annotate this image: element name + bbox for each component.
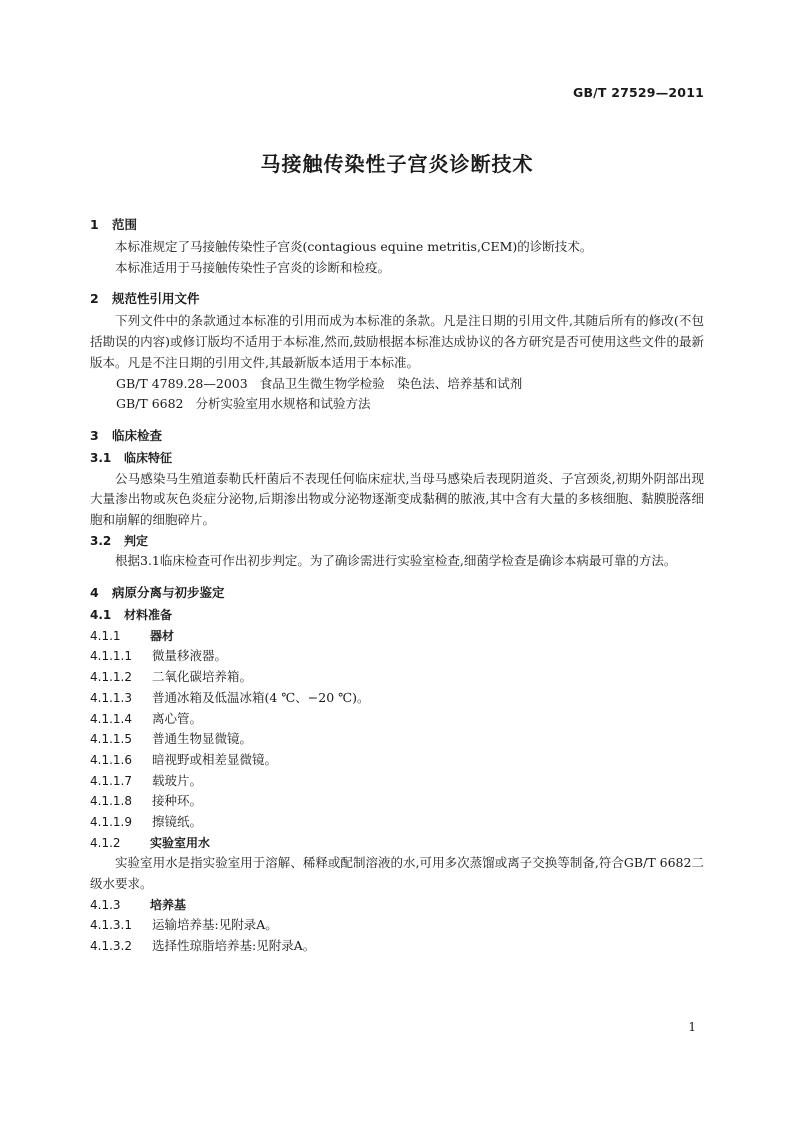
item-text: 微量移液器。 bbox=[152, 648, 228, 664]
reference-title: 食品卫生微生物学检验 染色法、培养基和试剂 bbox=[259, 375, 523, 391]
reference-item bbox=[90, 394, 704, 415]
item-number: 4.1.1.2 bbox=[90, 670, 132, 685]
list-item bbox=[90, 646, 704, 667]
section-number: 2 bbox=[90, 291, 99, 307]
clause-heading bbox=[90, 626, 704, 647]
subsection-heading bbox=[90, 605, 704, 626]
item-number: 4.1.1.3 bbox=[90, 690, 132, 705]
clause-title: 器材 bbox=[150, 628, 175, 643]
clause-title: 实验室用水 bbox=[150, 835, 211, 850]
clause-number: 4.1.2 bbox=[90, 835, 121, 850]
item-number: 4.1.1.6 bbox=[90, 752, 132, 767]
item-number: 4.1.3.2 bbox=[90, 939, 132, 954]
paragraph: 下列文件中的条款通过本标准的引用而成为本标准的条款。凡是注日期的引用文件,其随后所有的修改(不包括勘误的内容)或修订版均不适用于本标准,然而,鼓励根据本标准达成协议的各方研究是否可使用这些文件的最新版本。凡是不注日期的引用文件,其最新版本适用于本标准。 bbox=[90, 313, 704, 370]
document-title: 马接触传染性子宫炎诊断技术 bbox=[260, 152, 534, 176]
subsection-heading bbox=[90, 531, 704, 552]
item-number: 4.1.1.4 bbox=[90, 711, 132, 726]
section-heading-4 bbox=[90, 581, 704, 605]
section-title: 病原分离与初步鉴定 bbox=[112, 585, 225, 601]
section-number: 1 bbox=[90, 217, 99, 232]
section-title: 范围 bbox=[112, 217, 138, 232]
section-title: 规范性引用文件 bbox=[112, 291, 200, 307]
clause-heading bbox=[90, 833, 704, 854]
item-text: 普通冰箱及低温冰箱(4 ℃、−20 ℃)。 bbox=[152, 689, 370, 705]
item-number: 4.1.3.1 bbox=[90, 918, 132, 933]
list-item bbox=[90, 915, 704, 936]
item-text: 接种环。 bbox=[152, 793, 203, 809]
item-number: 4.1.1.5 bbox=[90, 732, 132, 747]
document-body bbox=[90, 213, 704, 957]
paragraph: 本标准规定了马接触传染性子宫炎(contagious equine metritis,CEM)的诊断技术。 bbox=[115, 239, 593, 254]
clause-number: 4.1.3 bbox=[90, 897, 121, 912]
item-text: 选择性琼脂培养基:见附录A。 bbox=[152, 938, 316, 954]
item-text: 载玻片。 bbox=[152, 772, 203, 788]
section-heading-1 bbox=[90, 213, 704, 237]
item-number: 4.1.1.1 bbox=[90, 649, 132, 664]
clause-number: 4.1.1 bbox=[90, 628, 121, 643]
section-heading-3 bbox=[90, 424, 704, 448]
subsection-number: 3.2 bbox=[90, 533, 112, 548]
reference-title: 分析实验室用水规格和试验方法 bbox=[195, 396, 371, 412]
list-item bbox=[90, 812, 704, 833]
page-number: 1 bbox=[688, 1020, 696, 1034]
subsection-number: 4.1 bbox=[90, 608, 112, 623]
clause-title: 培养基 bbox=[150, 897, 187, 912]
reference-item bbox=[90, 374, 704, 395]
list-item bbox=[90, 667, 704, 688]
subsection-heading bbox=[90, 448, 704, 469]
list-item bbox=[90, 791, 704, 812]
item-number: 4.1.1.8 bbox=[90, 794, 132, 809]
list-item bbox=[90, 709, 704, 730]
section-number: 4 bbox=[90, 585, 99, 601]
item-text: 普通生物显微镜。 bbox=[152, 731, 253, 747]
item-text: 二氧化碳培养箱。 bbox=[152, 669, 253, 685]
item-text: 离心管。 bbox=[152, 710, 203, 726]
paragraph: 根据3.1临床检查可作出初步判定。为了确诊需进行实验室检查,细菌学检查是确诊本病最可靠的方法。 bbox=[115, 553, 677, 569]
list-item bbox=[90, 750, 704, 771]
list-item bbox=[90, 729, 704, 750]
list-item bbox=[90, 688, 704, 709]
reference-code: GB/T 6682 bbox=[116, 396, 184, 412]
section-heading-2 bbox=[90, 287, 704, 311]
item-text: 暗视野或相差显微镜。 bbox=[152, 751, 278, 767]
subsection-title: 材料准备 bbox=[124, 608, 173, 623]
item-number: 4.1.1.7 bbox=[90, 773, 132, 788]
list-item bbox=[90, 771, 704, 792]
section-title: 临床检查 bbox=[112, 427, 163, 443]
item-text: 运输培养基:见附录A。 bbox=[152, 917, 278, 933]
section-number: 3 bbox=[90, 427, 99, 443]
list-item bbox=[90, 936, 704, 957]
paragraph: 公马感染马生殖道泰勒氏杆菌后不表现任何临床症状,当母马感染后表现阴道炎、子宫颈炎,初期外阴部出现大量渗出物或灰色炎症分泌物,后期渗出物或分泌物逐渐变成黏稠的脓液,其中含有大量的多核细胞、黏膜脱落细胞和崩解的细胞碎片。 bbox=[90, 470, 704, 527]
subsection-title: 判定 bbox=[124, 533, 149, 548]
clause-heading bbox=[90, 895, 704, 916]
subsection-number: 3.1 bbox=[90, 450, 112, 465]
paragraph: 本标准适用于马接触传染性子宫炎的诊断和检疫。 bbox=[115, 259, 391, 275]
reference-code: GB/T 4789.28—2003 bbox=[116, 375, 248, 391]
standard-code: GB/T 27529—2011 bbox=[572, 85, 704, 100]
subsection-title: 临床特征 bbox=[124, 450, 173, 465]
item-number: 4.1.1.9 bbox=[90, 814, 132, 829]
paragraph: 实验室用水是指实验室用于溶解、稀释或配制溶液的水,可用多次蒸馏或离子交换等制备,符合GB/T 6682二级水要求。 bbox=[90, 855, 704, 892]
item-text: 擦镜纸。 bbox=[152, 813, 203, 829]
